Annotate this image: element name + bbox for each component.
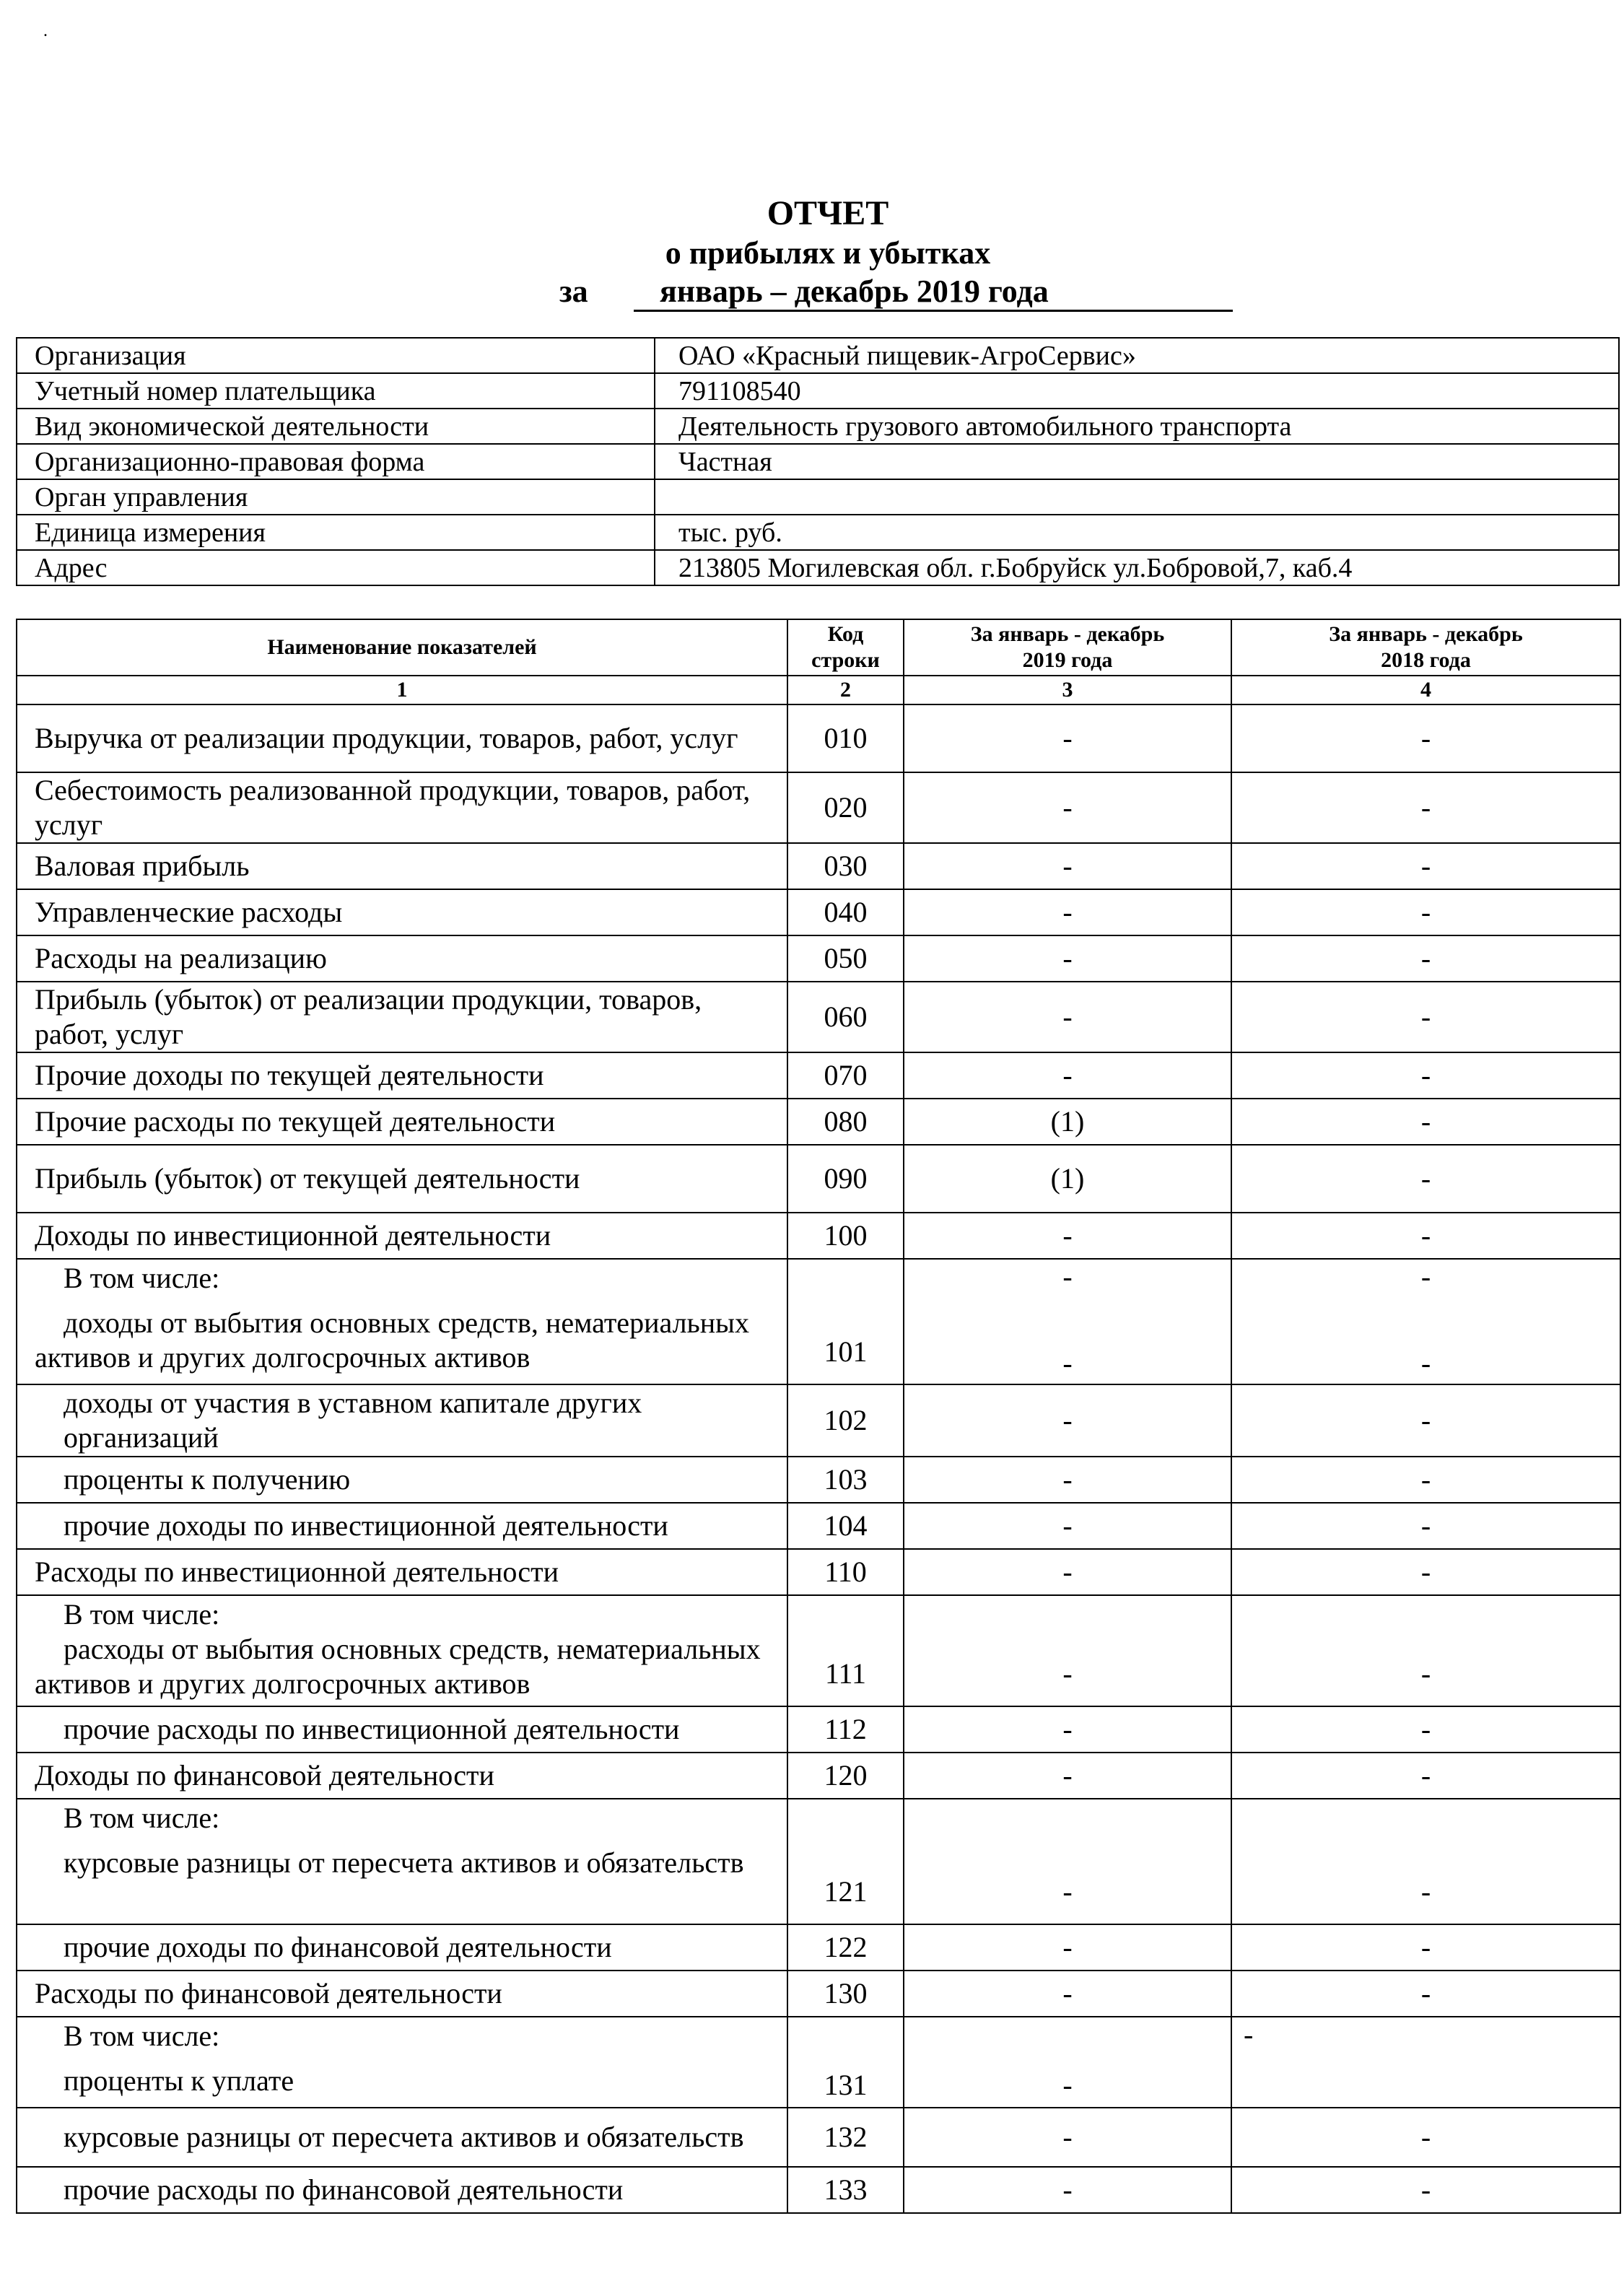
info-label: Единица измерения bbox=[17, 515, 655, 550]
value-2018: - bbox=[1231, 1706, 1620, 1753]
value-2018: - bbox=[1231, 704, 1620, 772]
row-label: проценты к уплате bbox=[64, 2064, 294, 2097]
info-value: тыс. руб. bbox=[655, 515, 1619, 550]
table-row bbox=[17, 889, 1620, 935]
row-name bbox=[17, 1259, 787, 1384]
value-2018: - bbox=[1231, 2167, 1620, 2213]
row-name bbox=[17, 2017, 787, 2108]
table-row bbox=[17, 1799, 1620, 1924]
row-subheading: В том числе: bbox=[64, 2020, 220, 2052]
info-row bbox=[17, 338, 1619, 373]
column-number: 3 bbox=[904, 676, 1231, 704]
row-name: курсовые разницы от пересчета активов и обязательств bbox=[17, 2108, 787, 2167]
row-label: доходы от выбытия основных средств, нематериальных активов и других долгосрочных активов bbox=[35, 1306, 750, 1374]
table-row bbox=[17, 843, 1620, 889]
row-name: Управленческие расходы bbox=[17, 889, 787, 935]
info-row bbox=[17, 373, 1619, 409]
value-2018: - bbox=[1231, 1549, 1620, 1595]
value-2019: - bbox=[904, 1213, 1231, 1259]
table-row bbox=[17, 1457, 1620, 1503]
header-2018: За январь - декабрь 2018 года bbox=[1231, 619, 1620, 676]
row-name bbox=[17, 1799, 787, 1924]
row-code: 100 bbox=[787, 1213, 904, 1259]
info-value: Частная bbox=[655, 444, 1619, 479]
info-row bbox=[17, 550, 1619, 585]
period-value: январь – декабрь 2019 года bbox=[634, 273, 1233, 312]
row-name: Прибыль (убыток) от текущей деятельности bbox=[17, 1145, 787, 1213]
row-code: 130 bbox=[787, 1971, 904, 2017]
row-code: 110 bbox=[787, 1549, 904, 1595]
value-2018: - bbox=[1231, 1384, 1620, 1457]
column-number-row bbox=[17, 676, 1620, 704]
value-2018: - bbox=[1231, 889, 1620, 935]
value-2018: - bbox=[1231, 1503, 1620, 1549]
row-name: проценты к получению bbox=[17, 1457, 787, 1503]
value-top: - bbox=[1420, 1260, 1431, 1293]
row-name bbox=[17, 1595, 787, 1706]
table-row bbox=[17, 1549, 1620, 1595]
value-top: - bbox=[1062, 1260, 1073, 1293]
value-2019: - bbox=[904, 1457, 1231, 1503]
table-row bbox=[17, 1099, 1620, 1145]
row-name: Доходы по инвестиционной деятельности bbox=[17, 1213, 787, 1259]
row-name: прочие доходы по инвестиционной деятельности bbox=[17, 1503, 787, 1549]
row-name: Расходы на реализацию bbox=[17, 935, 787, 982]
table-row bbox=[17, 1145, 1620, 1213]
row-name: Расходы по инвестиционной деятельности bbox=[17, 1549, 787, 1595]
value-2019: - bbox=[904, 1595, 1231, 1706]
value-2019: - bbox=[904, 2108, 1231, 2167]
row-code: 101 bbox=[787, 1259, 904, 1384]
row-code: 040 bbox=[787, 889, 904, 935]
value-2018: - bbox=[1231, 2108, 1620, 2167]
header-code: Код строки bbox=[787, 619, 904, 676]
value-2018: - bbox=[1231, 982, 1620, 1052]
value-2019: - bbox=[904, 1549, 1231, 1595]
header-name: Наименование показателей bbox=[17, 619, 787, 676]
row-code: 010 bbox=[787, 704, 904, 772]
row-name: Прочие доходы по текущей деятельности bbox=[17, 1052, 787, 1099]
value-2019: - bbox=[904, 772, 1231, 843]
value-2018: - bbox=[1231, 843, 1620, 889]
value-2019: - bbox=[904, 935, 1231, 982]
value-2019: - bbox=[904, 1799, 1231, 1924]
table-row bbox=[17, 1052, 1620, 1099]
table-row bbox=[17, 1706, 1620, 1753]
value-2018: - bbox=[1231, 1924, 1620, 1971]
table-row bbox=[17, 1259, 1620, 1384]
value-2018 bbox=[1231, 1259, 1620, 1384]
row-code: 122 bbox=[787, 1924, 904, 1971]
value-2018: - bbox=[1231, 935, 1620, 982]
column-number: 2 bbox=[787, 676, 904, 704]
row-code: 120 bbox=[787, 1753, 904, 1799]
row-code: 090 bbox=[787, 1145, 904, 1213]
value-2019: - bbox=[904, 1924, 1231, 1971]
info-label: Орган управления bbox=[17, 479, 655, 515]
row-label: курсовые разницы от пересчета активов и обязательств bbox=[64, 1846, 744, 1879]
value-2018: - bbox=[1231, 1099, 1620, 1145]
value-2018: - bbox=[1231, 1971, 1620, 2017]
table-row bbox=[17, 2167, 1620, 2213]
row-code: 050 bbox=[787, 935, 904, 982]
row-name: Себестоимость реализованной продукции, товаров, работ, услуг bbox=[17, 772, 787, 843]
row-name: Прочие расходы по текущей деятельности bbox=[17, 1099, 787, 1145]
report-title: ОТЧЕТ bbox=[767, 194, 889, 232]
info-row bbox=[17, 479, 1619, 515]
table-row bbox=[17, 2017, 1620, 2108]
row-code: 121 bbox=[787, 1799, 904, 1924]
table-row bbox=[17, 1595, 1620, 1706]
row-code: 070 bbox=[787, 1052, 904, 1099]
table-header-row bbox=[17, 619, 1620, 676]
table-row bbox=[17, 772, 1620, 843]
organization-info-table bbox=[16, 337, 1620, 586]
table-row bbox=[17, 1753, 1620, 1799]
value-2019: - bbox=[904, 1384, 1231, 1457]
info-value bbox=[655, 479, 1619, 515]
value-2019: - bbox=[904, 1052, 1231, 1099]
value-2018: - bbox=[1231, 1213, 1620, 1259]
value-2019: - bbox=[904, 2017, 1231, 2108]
value-2018: - bbox=[1231, 1753, 1620, 1799]
value-2018 bbox=[1231, 2017, 1620, 2108]
table-row bbox=[17, 1213, 1620, 1259]
row-code: 131 bbox=[787, 2017, 904, 2108]
info-row bbox=[17, 515, 1619, 550]
row-name: Выручка от реализации продукции, товаров, работ, услуг bbox=[17, 704, 787, 772]
value-2019: - bbox=[904, 982, 1231, 1052]
value-2019: - bbox=[904, 1706, 1231, 1753]
value-2019: - bbox=[904, 704, 1231, 772]
info-value: 791108540 bbox=[655, 373, 1619, 409]
value-2018: - bbox=[1231, 1052, 1620, 1099]
table-row bbox=[17, 1924, 1620, 1971]
column-number: 4 bbox=[1231, 676, 1620, 704]
info-label: Организационно-правовая форма bbox=[17, 444, 655, 479]
row-name: Расходы по финансовой деятельности bbox=[17, 1971, 787, 2017]
info-row bbox=[17, 409, 1619, 444]
table-row bbox=[17, 935, 1620, 982]
row-name: прочие доходы по финансовой деятельности bbox=[17, 1924, 787, 1971]
table-row bbox=[17, 704, 1620, 772]
info-label: Учетный номер плательщика bbox=[17, 373, 655, 409]
table-row bbox=[17, 982, 1620, 1052]
value-2019: - bbox=[904, 889, 1231, 935]
row-code: 132 bbox=[787, 2108, 904, 2167]
table-row bbox=[17, 2108, 1620, 2167]
value-2018: - bbox=[1231, 1799, 1620, 1924]
info-label: Адрес bbox=[17, 550, 655, 585]
profit-loss-table bbox=[16, 619, 1621, 2214]
table-row bbox=[17, 1384, 1620, 1457]
row-code: 080 bbox=[787, 1099, 904, 1145]
value-2019 bbox=[904, 1259, 1231, 1384]
info-label: Вид экономической деятельности bbox=[17, 409, 655, 444]
row-code: 104 bbox=[787, 1503, 904, 1549]
row-label: расходы от выбытия основных средств, нематериальных активов и других долгосрочных активов bbox=[35, 1633, 761, 1700]
value-2018: - bbox=[1231, 1145, 1620, 1213]
value-2019: - bbox=[904, 1753, 1231, 1799]
table-row bbox=[17, 1971, 1620, 2017]
value-2019: - bbox=[904, 1971, 1231, 2017]
row-subheading: В том числе: bbox=[64, 1802, 220, 1834]
column-number: 1 bbox=[17, 676, 787, 704]
row-subheading: В том числе: bbox=[64, 1262, 220, 1294]
value-bottom: - bbox=[1420, 1347, 1431, 1379]
info-value: 213805 Могилевская обл. г.Бобруйск ул.Бобровой,7, каб.4 bbox=[655, 550, 1619, 585]
period-prefix: за bbox=[559, 274, 588, 309]
row-code: 060 bbox=[787, 982, 904, 1052]
row-name: прочие расходы по инвестиционной деятельности bbox=[17, 1706, 787, 1753]
report-subtitle: о прибылях и убытках bbox=[665, 235, 991, 271]
info-label: Организация bbox=[17, 338, 655, 373]
corner-mark: . bbox=[43, 22, 48, 40]
row-code: 030 bbox=[787, 843, 904, 889]
row-name: доходы от участия в уставном капитале других организаций bbox=[17, 1384, 787, 1457]
info-value: Деятельность грузового автомобильного транспорта bbox=[655, 409, 1619, 444]
value-2018: - bbox=[1231, 1595, 1620, 1706]
row-code: 111 bbox=[787, 1595, 904, 1706]
report-period bbox=[0, 273, 1624, 316]
row-name: Валовая прибыль bbox=[17, 843, 787, 889]
value-2019: - bbox=[904, 2167, 1231, 2213]
row-name: прочие расходы по финансовой деятельности bbox=[17, 2167, 787, 2213]
table-row bbox=[17, 1503, 1620, 1549]
value-2019: (1) bbox=[904, 1099, 1231, 1145]
value-2018: - bbox=[1231, 772, 1620, 843]
row-subheading: В том числе: bbox=[64, 1598, 220, 1631]
row-code: 020 bbox=[787, 772, 904, 843]
value-2019: - bbox=[904, 1503, 1231, 1549]
value-top: - bbox=[1244, 2018, 1254, 2051]
value-2019: (1) bbox=[904, 1145, 1231, 1213]
row-code: 103 bbox=[787, 1457, 904, 1503]
row-name: Прибыль (убыток) от реализации продукции, товаров, работ, услуг bbox=[17, 982, 787, 1052]
info-value: ОАО «Красный пищевик-АгроСервис» bbox=[655, 338, 1619, 373]
value-2018: - bbox=[1231, 1457, 1620, 1503]
row-code: 133 bbox=[787, 2167, 904, 2213]
header-2019: За январь - декабрь 2019 года bbox=[904, 619, 1231, 676]
value-bottom: - bbox=[1062, 1347, 1073, 1379]
row-name: Доходы по финансовой деятельности bbox=[17, 1753, 787, 1799]
row-code: 102 bbox=[787, 1384, 904, 1457]
row-code: 112 bbox=[787, 1706, 904, 1753]
info-row bbox=[17, 444, 1619, 479]
value-2019: - bbox=[904, 843, 1231, 889]
